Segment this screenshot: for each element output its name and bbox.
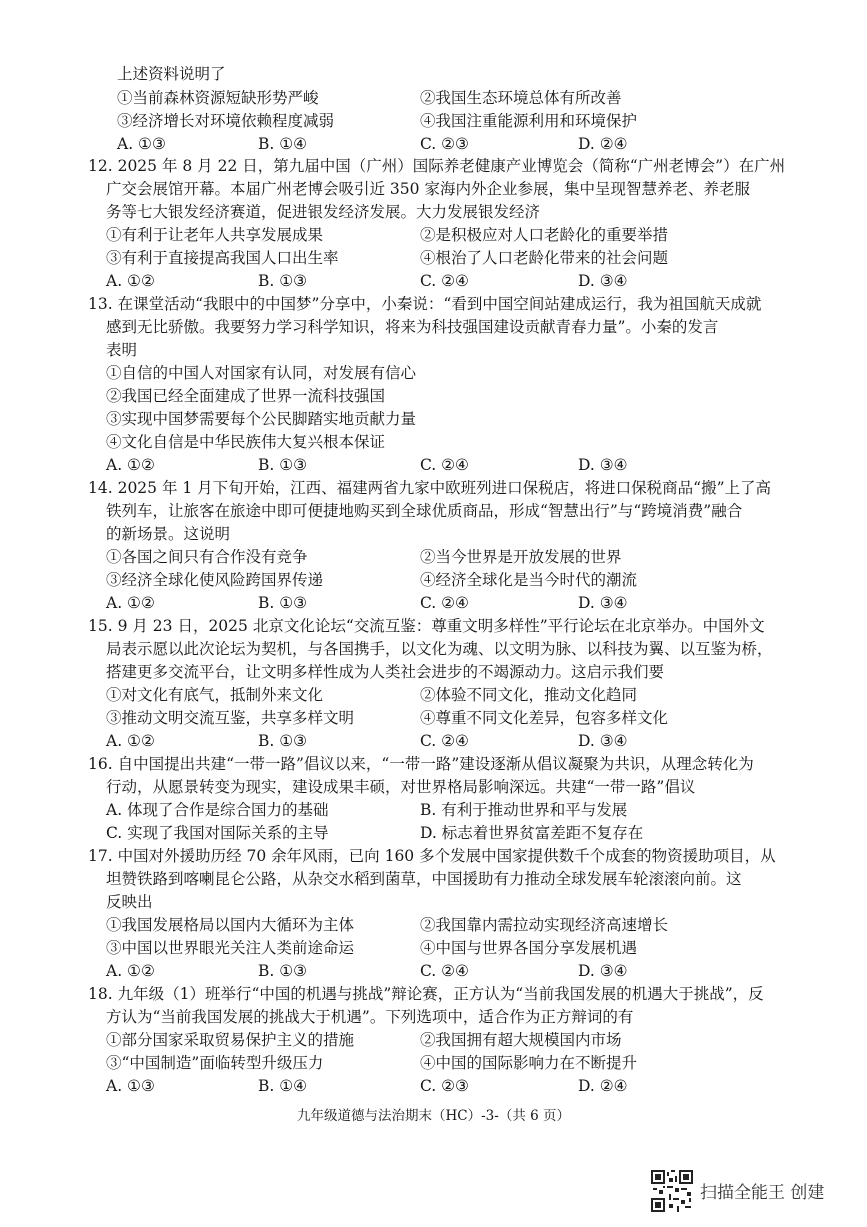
option-1: ①当前森林资源短缺形势严峻 (117, 89, 319, 107)
choice-c: C. ②③ (420, 1077, 469, 1095)
question-12-line-2: 广交会展馆开幕。本届广州老博会吸引近 350 家海内外企业参展，集中呈现智慧养老、养老服 (106, 180, 750, 198)
option-4: ④文化自信是中华民族伟大复兴根本保证 (106, 433, 386, 451)
option-3: ③经济增长对环境依赖程度减弱 (117, 112, 335, 130)
question-16-line-1: 16. 自中国提出共建“一带一路”倡议以来，“一带一路”建设逐渐从倡议凝聚为共识，从理念转化为 (88, 755, 754, 773)
question-17-line-3: 反映出 (106, 893, 153, 911)
choice-d: D. ③④ (578, 456, 628, 474)
option-1: ①有利于让老年人共享发展成果 (106, 226, 324, 244)
question-12-line-1: 12. 2025 年 8 月 22 日，第九届中国（广州）国际养老健康产业博览会（简称“广州老博会”）在广州 (88, 157, 786, 175)
question-14-line-3: 的新场景。这说明 (106, 525, 231, 543)
page-footer: 九年级道德与法治期末（HC）-3-（共 6 页） (297, 1108, 570, 1124)
question-15-line-2: 局表示愿以此次论坛为契机，与各国携手，以文化为魂、以文明为脉、以科技为翼、以互鉴为桥， (106, 640, 773, 658)
option-2: ②我国生态环境总体有所改善 (420, 89, 622, 107)
choice-b: B. ①③ (258, 456, 308, 474)
option-3: ③经济全球化使风险跨国界传递 (106, 571, 324, 589)
choice-b: B. ①③ (258, 962, 308, 980)
option-2: ②体验不同文化，推动文化趋同 (420, 686, 638, 704)
option-3: ③中国以世界眼光关注人类前途命运 (106, 939, 355, 957)
choice-c: C. 实现了我国对国际关系的主导 (106, 824, 329, 842)
choice-d: D. ②④ (578, 1077, 628, 1095)
option-1: ①对文化有底气，抵制外来文化 (106, 686, 324, 704)
choice-b: B. 有利于推动世界和平与发展 (420, 801, 628, 819)
option-3: ③推动文明交流互鉴，共享多样文明 (106, 709, 355, 727)
question-18-line-2: 方认为“当前我国发展的挑战大于机遇”。下列选项中，适合作为正方辩词的有 (106, 1008, 634, 1026)
choice-d: D. ③④ (578, 272, 628, 290)
watermark-text: 扫描全能王 创建 (700, 1183, 825, 1203)
choice-d: D. ③④ (578, 594, 628, 612)
option-4: ④根治了人口老龄化带来的社会问题 (420, 249, 669, 267)
choice-a: A. ①② (106, 732, 155, 750)
choice-c: C. ②③ (420, 135, 469, 153)
choice-c: C. ②④ (420, 272, 469, 290)
choice-d: D. ②④ (578, 135, 628, 153)
question-13-line-2: 感到无比骄傲。我要努力学习科学知识，将来为科技强国建设贡献青春力量”。小秦的发言 (106, 318, 719, 336)
option-3: ③“中国制造”面临转型升级压力 (106, 1054, 324, 1072)
choice-a: A. ①③ (106, 1077, 155, 1095)
choice-d: D. ③④ (578, 962, 628, 980)
option-1: ①自信的中国人对国家有认同，对发展有信心 (106, 364, 417, 382)
choice-b: B. ①③ (258, 594, 308, 612)
option-3: ③实现中国梦需要每个公民脚踏实地贡献力量 (106, 410, 417, 428)
question-15-line-3: 搭建更多交流平台，让文明多样性成为人类社会进步的不竭源动力。这启示我们要 (106, 663, 665, 681)
choice-c: C. ②④ (420, 456, 469, 474)
choice-b: B. ①④ (258, 1077, 308, 1095)
question-18-line-1: 18. 九年级（1）班举行“中国的机遇与挑战”辩论赛，正方认为“当前我国发展的机遇大于挑战”，反 (88, 985, 764, 1003)
choice-c: C. ②④ (420, 732, 469, 750)
question-stem: 上述资料说明了 (117, 65, 226, 83)
option-1: ①我国发展格局以国内大循环为主体 (106, 916, 355, 934)
option-2: ②是积极应对人口老龄化的重要举措 (420, 226, 669, 244)
qr-code-icon (651, 1170, 693, 1212)
question-14-line-1: 14. 2025 年 1 月下旬开始，江西、福建两省九家中欧班列进口保税店，将进口保税商品“搬”上了高 (88, 479, 772, 497)
choice-b: B. ①③ (258, 272, 308, 290)
choice-d: D. 标志着世界贫富差距不复存在 (420, 824, 644, 842)
choice-b: B. ①③ (258, 732, 308, 750)
option-2: ②当今世界是开放发展的世界 (420, 548, 622, 566)
question-14-line-2: 铁列车，让旅客在旅途中即可便捷地购买到全球优质商品，形成“智慧出行”与“跨境消费”融合 (106, 502, 743, 520)
choice-d: D. ③④ (578, 732, 628, 750)
option-4: ④中国的国际影响力在不断提升 (420, 1054, 638, 1072)
choice-a: A. ①② (106, 962, 155, 980)
question-13-line-1: 13. 在课堂活动“我眼中的中国梦”分享中，小秦说：“看到中国空间站建成运行，我为祖国航天成就 (88, 295, 762, 313)
choice-a: A. ①② (106, 594, 155, 612)
option-2: ②我国拥有超大规模国内市场 (420, 1031, 622, 1049)
option-4: ④经济全球化是当今时代的潮流 (420, 571, 638, 589)
choice-b: B. ①④ (258, 135, 308, 153)
option-4: ④中国与世界各国分享发展机遇 (420, 939, 638, 957)
option-2: ②我国靠内需拉动实现经济高速增长 (420, 916, 669, 934)
choice-a: A. 体现了合作是综合国力的基础 (106, 801, 329, 819)
question-13-line-3: 表明 (106, 341, 138, 359)
option-1: ①各国之间只有合作没有竞争 (106, 548, 308, 566)
question-17-line-1: 17. 中国对外援助历经 70 余年风雨，已向 160 多个发展中国家提供数千个成套的物资援助项目，从 (88, 847, 776, 865)
choice-a: A. ①② (106, 272, 155, 290)
option-3: ③有利于直接提高我国人口出生率 (106, 249, 339, 267)
choice-c: C. ②④ (420, 594, 469, 612)
choice-c: C. ②④ (420, 962, 469, 980)
question-17-line-2: 坦赞铁路到喀喇昆仑公路，从杂交水稻到菌草，中国援助有力推动全球发展车轮滚滚向前。这 (106, 870, 742, 888)
option-4: ④我国注重能源利用和环境保护 (420, 112, 638, 130)
question-12-line-3: 务等七大银发经济赛道，促进银发经济发展。大力发展银发经济 (106, 203, 541, 221)
option-1: ①部分国家采取贸易保护主义的措施 (106, 1031, 355, 1049)
option-4: ④尊重不同文化差异，包容多样文化 (420, 709, 669, 727)
choice-a: A. ①③ (117, 135, 166, 153)
choice-a: A. ①② (106, 456, 155, 474)
option-2: ②我国已经全面建成了世界一流科技强国 (106, 387, 386, 405)
question-15-line-1: 15. 9 月 23 日，2025 北京文化论坛“交流互鉴：尊重文明多样性”平行论坛在北京举办。中国外文 (88, 617, 765, 635)
question-16-line-2: 行动，从愿景转变为现实，建设成果丰硕，对世界格局影响深远。共建“一带一路”倡议 (106, 778, 696, 796)
